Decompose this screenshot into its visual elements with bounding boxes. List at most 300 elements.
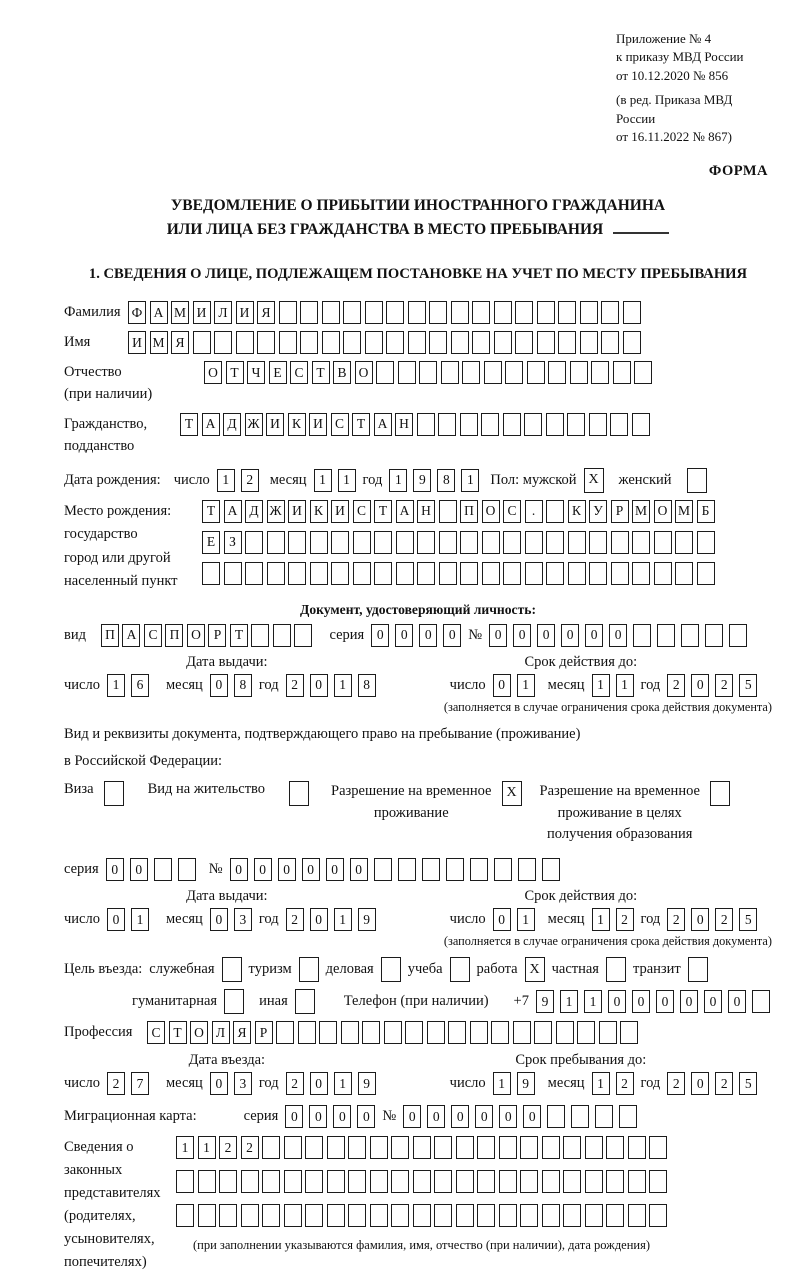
char-cell[interactable]: К — [288, 413, 306, 436]
char-cell[interactable] — [273, 624, 291, 647]
char-cell[interactable] — [477, 1170, 495, 1193]
char-cell[interactable] — [546, 562, 564, 585]
char-cell[interactable] — [649, 1170, 667, 1193]
char-cell[interactable] — [348, 1136, 366, 1159]
char-cell[interactable]: 0 — [691, 1072, 709, 1095]
char-cell[interactable]: Ч — [247, 361, 265, 384]
char-cell[interactable] — [556, 1021, 574, 1044]
char-cell[interactable]: 0 — [310, 1072, 328, 1095]
char-cell[interactable]: 0 — [608, 990, 626, 1013]
char-cell[interactable] — [413, 1170, 431, 1193]
char-cell[interactable]: 0 — [499, 1105, 517, 1128]
char-cell[interactable]: Т — [352, 413, 370, 436]
char-cell[interactable] — [284, 1136, 302, 1159]
char-cell[interactable] — [470, 858, 488, 881]
char-cell[interactable]: О — [482, 500, 500, 523]
char-cell[interactable] — [370, 1204, 388, 1227]
char-cell[interactable] — [548, 361, 566, 384]
char-cell[interactable]: А — [224, 500, 242, 523]
char-cell[interactable] — [705, 624, 723, 647]
char-cell[interactable]: 0 — [285, 1105, 303, 1128]
char-cell[interactable] — [499, 1204, 517, 1227]
char-cell[interactable] — [419, 361, 437, 384]
char-cell[interactable] — [456, 1204, 474, 1227]
char-cell[interactable] — [429, 301, 447, 324]
char-cell[interactable] — [198, 1170, 216, 1193]
char-cell[interactable] — [241, 1204, 259, 1227]
char-cell[interactable] — [386, 301, 404, 324]
char-cell[interactable] — [398, 858, 416, 881]
char-cell[interactable]: 2 — [715, 674, 733, 697]
char-cell[interactable]: 0 — [489, 624, 507, 647]
char-cell[interactable]: 0 — [537, 624, 555, 647]
char-cell[interactable] — [294, 624, 312, 647]
visa-checkbox[interactable] — [104, 781, 124, 806]
char-cell[interactable]: 1 — [217, 469, 235, 492]
char-cell[interactable] — [408, 301, 426, 324]
char-cell[interactable] — [580, 331, 598, 354]
char-cell[interactable]: 1 — [461, 469, 479, 492]
char-cell[interactable] — [623, 331, 641, 354]
char-cell[interactable]: 9 — [358, 908, 376, 931]
char-cell[interactable]: 2 — [107, 1072, 125, 1095]
char-cell[interactable] — [515, 331, 533, 354]
purpose-business-checkbox[interactable] — [381, 957, 401, 982]
char-cell[interactable]: 2 — [219, 1136, 237, 1159]
char-cell[interactable] — [632, 413, 650, 436]
char-cell[interactable] — [305, 1204, 323, 1227]
char-cell[interactable] — [327, 1136, 345, 1159]
char-cell[interactable]: И — [236, 301, 254, 324]
char-cell[interactable] — [429, 331, 447, 354]
char-cell[interactable] — [503, 531, 521, 554]
char-cell[interactable] — [484, 361, 502, 384]
char-cell[interactable]: Я — [233, 1021, 251, 1044]
char-cell[interactable] — [613, 361, 631, 384]
char-cell[interactable]: 1 — [493, 1072, 511, 1095]
char-cell[interactable] — [343, 301, 361, 324]
char-cell[interactable] — [472, 331, 490, 354]
char-cell[interactable] — [632, 531, 650, 554]
char-cell[interactable]: 1 — [389, 469, 407, 492]
char-cell[interactable] — [675, 531, 693, 554]
char-cell[interactable]: 2 — [286, 1072, 304, 1095]
char-cell[interactable] — [623, 301, 641, 324]
char-cell[interactable]: С — [331, 413, 349, 436]
char-cell[interactable]: Н — [417, 500, 435, 523]
char-cell[interactable] — [499, 1136, 517, 1159]
char-cell[interactable]: 1 — [176, 1136, 194, 1159]
char-cell[interactable]: 0 — [350, 858, 368, 881]
char-cell[interactable]: 1 — [517, 908, 535, 931]
char-cell[interactable]: 0 — [326, 858, 344, 881]
char-cell[interactable]: И — [309, 413, 327, 436]
char-cell[interactable] — [620, 1021, 638, 1044]
char-cell[interactable] — [534, 1021, 552, 1044]
char-cell[interactable]: 5 — [739, 674, 757, 697]
char-cell[interactable] — [439, 500, 457, 523]
char-cell[interactable] — [601, 331, 619, 354]
char-cell[interactable] — [370, 1136, 388, 1159]
purpose-work-checkbox[interactable]: X — [525, 957, 545, 982]
char-cell[interactable]: 1 — [334, 1072, 352, 1095]
char-cell[interactable] — [542, 858, 560, 881]
char-cell[interactable] — [563, 1136, 581, 1159]
char-cell[interactable]: 1 — [314, 469, 332, 492]
char-cell[interactable] — [628, 1170, 646, 1193]
char-cell[interactable] — [546, 413, 564, 436]
char-cell[interactable]: Т — [169, 1021, 187, 1044]
purpose-study-checkbox[interactable] — [450, 957, 470, 982]
char-cell[interactable]: 2 — [715, 908, 733, 931]
char-cell[interactable]: Ж — [267, 500, 285, 523]
char-cell[interactable] — [322, 331, 340, 354]
char-cell[interactable]: 6 — [131, 674, 149, 697]
char-cell[interactable] — [525, 531, 543, 554]
char-cell[interactable] — [520, 1136, 538, 1159]
char-cell[interactable] — [632, 562, 650, 585]
char-cell[interactable]: 2 — [715, 1072, 733, 1095]
char-cell[interactable] — [331, 562, 349, 585]
char-cell[interactable]: 0 — [278, 858, 296, 881]
char-cell[interactable]: 1 — [517, 674, 535, 697]
char-cell[interactable] — [279, 331, 297, 354]
char-cell[interactable] — [585, 1136, 603, 1159]
char-cell[interactable] — [482, 562, 500, 585]
char-cell[interactable] — [542, 1136, 560, 1159]
char-cell[interactable]: О — [190, 1021, 208, 1044]
char-cell[interactable] — [176, 1204, 194, 1227]
char-cell[interactable] — [439, 531, 457, 554]
char-cell[interactable] — [341, 1021, 359, 1044]
char-cell[interactable] — [654, 531, 672, 554]
char-cell[interactable] — [601, 301, 619, 324]
char-cell[interactable] — [438, 413, 456, 436]
char-cell[interactable]: М — [171, 301, 189, 324]
char-cell[interactable]: П — [101, 624, 119, 647]
char-cell[interactable] — [245, 562, 263, 585]
char-cell[interactable]: Я — [257, 301, 275, 324]
char-cell[interactable] — [503, 413, 521, 436]
purpose-official-checkbox[interactable] — [222, 957, 242, 982]
char-cell[interactable] — [434, 1204, 452, 1227]
char-cell[interactable]: Б — [697, 500, 715, 523]
char-cell[interactable] — [434, 1136, 452, 1159]
temp-residence-edu-checkbox[interactable] — [710, 781, 730, 806]
char-cell[interactable]: Л — [214, 301, 232, 324]
char-cell[interactable]: С — [503, 500, 521, 523]
char-cell[interactable] — [585, 1170, 603, 1193]
char-cell[interactable] — [348, 1204, 366, 1227]
temp-residence-checkbox[interactable]: X — [502, 781, 522, 806]
char-cell[interactable]: 2 — [616, 908, 634, 931]
char-cell[interactable] — [198, 1204, 216, 1227]
char-cell[interactable] — [657, 624, 675, 647]
char-cell[interactable]: Р — [208, 624, 226, 647]
char-cell[interactable] — [391, 1170, 409, 1193]
char-cell[interactable]: З — [224, 531, 242, 554]
char-cell[interactable] — [262, 1204, 280, 1227]
char-cell[interactable] — [462, 361, 480, 384]
char-cell[interactable]: Я — [171, 331, 189, 354]
char-cell[interactable] — [611, 562, 629, 585]
char-cell[interactable]: М — [150, 331, 168, 354]
char-cell[interactable]: 1 — [198, 1136, 216, 1159]
char-cell[interactable]: 1 — [616, 674, 634, 697]
char-cell[interactable] — [610, 413, 628, 436]
char-cell[interactable] — [547, 1105, 565, 1128]
char-cell[interactable]: И — [266, 413, 284, 436]
char-cell[interactable] — [589, 531, 607, 554]
char-cell[interactable] — [178, 858, 196, 881]
char-cell[interactable]: М — [632, 500, 650, 523]
char-cell[interactable] — [288, 562, 306, 585]
char-cell[interactable] — [446, 858, 464, 881]
char-cell[interactable] — [319, 1021, 337, 1044]
char-cell[interactable] — [257, 331, 275, 354]
char-cell[interactable]: С — [290, 361, 308, 384]
char-cell[interactable]: О — [187, 624, 205, 647]
char-cell[interactable] — [417, 562, 435, 585]
char-cell[interactable]: 2 — [241, 469, 259, 492]
char-cell[interactable]: П — [165, 624, 183, 647]
char-cell[interactable] — [413, 1204, 431, 1227]
char-cell[interactable] — [353, 531, 371, 554]
char-cell[interactable]: 0 — [230, 858, 248, 881]
char-cell[interactable] — [276, 1021, 294, 1044]
char-cell[interactable]: С — [147, 1021, 165, 1044]
char-cell[interactable]: 1 — [592, 1072, 610, 1095]
char-cell[interactable] — [628, 1136, 646, 1159]
char-cell[interactable]: 0 — [585, 624, 603, 647]
char-cell[interactable] — [427, 1021, 445, 1044]
char-cell[interactable] — [542, 1170, 560, 1193]
char-cell[interactable] — [524, 413, 542, 436]
char-cell[interactable]: 0 — [106, 858, 124, 881]
char-cell[interactable]: 0 — [609, 624, 627, 647]
char-cell[interactable] — [606, 1170, 624, 1193]
char-cell[interactable] — [370, 1170, 388, 1193]
char-cell[interactable] — [681, 624, 699, 647]
char-cell[interactable] — [408, 331, 426, 354]
char-cell[interactable] — [513, 1021, 531, 1044]
char-cell[interactable] — [499, 1170, 517, 1193]
char-cell[interactable] — [546, 531, 564, 554]
char-cell[interactable] — [288, 531, 306, 554]
char-cell[interactable]: 7 — [131, 1072, 149, 1095]
char-cell[interactable] — [481, 413, 499, 436]
char-cell[interactable]: А — [122, 624, 140, 647]
char-cell[interactable]: 0 — [523, 1105, 541, 1128]
char-cell[interactable] — [494, 301, 512, 324]
char-cell[interactable] — [542, 1204, 560, 1227]
char-cell[interactable]: Ф — [128, 301, 146, 324]
char-cell[interactable] — [386, 331, 404, 354]
char-cell[interactable] — [537, 301, 555, 324]
char-cell[interactable]: О — [355, 361, 373, 384]
char-cell[interactable]: Т — [374, 500, 392, 523]
char-cell[interactable]: 0 — [371, 624, 389, 647]
char-cell[interactable] — [654, 562, 672, 585]
char-cell[interactable] — [606, 1204, 624, 1227]
char-cell[interactable] — [300, 331, 318, 354]
char-cell[interactable] — [558, 301, 576, 324]
char-cell[interactable]: У — [589, 500, 607, 523]
char-cell[interactable] — [224, 562, 242, 585]
char-cell[interactable] — [634, 361, 652, 384]
char-cell[interactable] — [568, 562, 586, 585]
char-cell[interactable] — [348, 1170, 366, 1193]
char-cell[interactable]: 0 — [680, 990, 698, 1013]
char-cell[interactable]: Е — [202, 531, 220, 554]
char-cell[interactable] — [611, 531, 629, 554]
char-cell[interactable]: 0 — [443, 624, 461, 647]
purpose-tourism-checkbox[interactable] — [299, 957, 319, 982]
char-cell[interactable] — [193, 331, 211, 354]
char-cell[interactable] — [176, 1170, 194, 1193]
char-cell[interactable]: 2 — [616, 1072, 634, 1095]
char-cell[interactable] — [503, 562, 521, 585]
char-cell[interactable]: 0 — [493, 674, 511, 697]
char-cell[interactable]: 0 — [130, 858, 148, 881]
char-cell[interactable]: 0 — [691, 908, 709, 931]
char-cell[interactable] — [567, 413, 585, 436]
char-cell[interactable]: В — [333, 361, 351, 384]
char-cell[interactable]: 0 — [632, 990, 650, 1013]
char-cell[interactable]: 3 — [234, 1072, 252, 1095]
char-cell[interactable]: К — [310, 500, 328, 523]
char-cell[interactable]: 0 — [475, 1105, 493, 1128]
char-cell[interactable]: 0 — [513, 624, 531, 647]
char-cell[interactable] — [460, 413, 478, 436]
char-cell[interactable]: 1 — [560, 990, 578, 1013]
char-cell[interactable]: Ж — [245, 413, 263, 436]
char-cell[interactable] — [267, 531, 285, 554]
char-cell[interactable] — [577, 1021, 595, 1044]
char-cell[interactable] — [606, 1136, 624, 1159]
char-cell[interactable] — [451, 301, 469, 324]
char-cell[interactable]: А — [374, 413, 392, 436]
char-cell[interactable] — [376, 361, 394, 384]
char-cell[interactable]: 0 — [691, 674, 709, 697]
char-cell[interactable] — [310, 562, 328, 585]
char-cell[interactable] — [417, 531, 435, 554]
char-cell[interactable] — [245, 531, 263, 554]
char-cell[interactable]: 1 — [131, 908, 149, 931]
residence-permit-checkbox[interactable] — [289, 781, 309, 806]
char-cell[interactable] — [591, 361, 609, 384]
char-cell[interactable] — [470, 1021, 488, 1044]
char-cell[interactable]: 1 — [592, 674, 610, 697]
char-cell[interactable]: 0 — [333, 1105, 351, 1128]
char-cell[interactable]: 3 — [234, 908, 252, 931]
char-cell[interactable]: 9 — [413, 469, 431, 492]
char-cell[interactable] — [305, 1136, 323, 1159]
char-cell[interactable] — [515, 301, 533, 324]
char-cell[interactable]: А — [202, 413, 220, 436]
char-cell[interactable]: Д — [223, 413, 241, 436]
char-cell[interactable]: 0 — [210, 674, 228, 697]
char-cell[interactable]: С — [353, 500, 371, 523]
char-cell[interactable] — [365, 331, 383, 354]
char-cell[interactable] — [563, 1204, 581, 1227]
char-cell[interactable]: 1 — [334, 674, 352, 697]
char-cell[interactable] — [527, 361, 545, 384]
char-cell[interactable] — [219, 1204, 237, 1227]
char-cell[interactable] — [300, 301, 318, 324]
char-cell[interactable] — [520, 1170, 538, 1193]
char-cell[interactable]: 0 — [451, 1105, 469, 1128]
char-cell[interactable]: 0 — [309, 1105, 327, 1128]
purpose-transit-checkbox[interactable] — [688, 957, 708, 982]
char-cell[interactable] — [599, 1021, 617, 1044]
char-cell[interactable]: 0 — [210, 1072, 228, 1095]
char-cell[interactable] — [494, 331, 512, 354]
char-cell[interactable]: Н — [395, 413, 413, 436]
char-cell[interactable] — [494, 858, 512, 881]
char-cell[interactable]: 0 — [728, 990, 746, 1013]
char-cell[interactable] — [267, 562, 285, 585]
char-cell[interactable] — [518, 858, 536, 881]
char-cell[interactable] — [558, 331, 576, 354]
char-cell[interactable] — [422, 858, 440, 881]
char-cell[interactable]: 1 — [107, 674, 125, 697]
char-cell[interactable] — [595, 1105, 613, 1128]
char-cell[interactable]: 9 — [517, 1072, 535, 1095]
char-cell[interactable] — [633, 624, 651, 647]
char-cell[interactable]: И — [331, 500, 349, 523]
char-cell[interactable]: 9 — [536, 990, 554, 1013]
char-cell[interactable]: Т — [226, 361, 244, 384]
char-cell[interactable]: 2 — [667, 1072, 685, 1095]
char-cell[interactable]: 0 — [107, 908, 125, 931]
char-cell[interactable] — [374, 858, 392, 881]
char-cell[interactable] — [460, 562, 478, 585]
char-cell[interactable]: 5 — [739, 1072, 757, 1095]
char-cell[interactable]: 0 — [656, 990, 674, 1013]
char-cell[interactable]: Д — [245, 500, 263, 523]
char-cell[interactable] — [365, 301, 383, 324]
char-cell[interactable] — [580, 301, 598, 324]
char-cell[interactable] — [384, 1021, 402, 1044]
char-cell[interactable] — [460, 531, 478, 554]
char-cell[interactable] — [391, 1136, 409, 1159]
char-cell[interactable] — [322, 301, 340, 324]
char-cell[interactable] — [343, 331, 361, 354]
char-cell[interactable]: 8 — [234, 674, 252, 697]
char-cell[interactable] — [441, 361, 459, 384]
char-cell[interactable]: 0 — [254, 858, 272, 881]
char-cell[interactable] — [284, 1204, 302, 1227]
char-cell[interactable] — [537, 331, 555, 354]
char-cell[interactable]: 1 — [338, 469, 356, 492]
char-cell[interactable]: К — [568, 500, 586, 523]
char-cell[interactable]: И — [288, 500, 306, 523]
char-cell[interactable] — [570, 361, 588, 384]
char-cell[interactable] — [327, 1204, 345, 1227]
char-cell[interactable]: И — [193, 301, 211, 324]
char-cell[interactable]: Т — [230, 624, 248, 647]
char-cell[interactable] — [697, 562, 715, 585]
char-cell[interactable] — [417, 413, 435, 436]
char-cell[interactable] — [353, 562, 371, 585]
char-cell[interactable] — [563, 1170, 581, 1193]
char-cell[interactable]: Р — [255, 1021, 273, 1044]
char-cell[interactable] — [374, 531, 392, 554]
char-cell[interactable]: 9 — [358, 1072, 376, 1095]
char-cell[interactable] — [520, 1204, 538, 1227]
char-cell[interactable]: 0 — [310, 674, 328, 697]
